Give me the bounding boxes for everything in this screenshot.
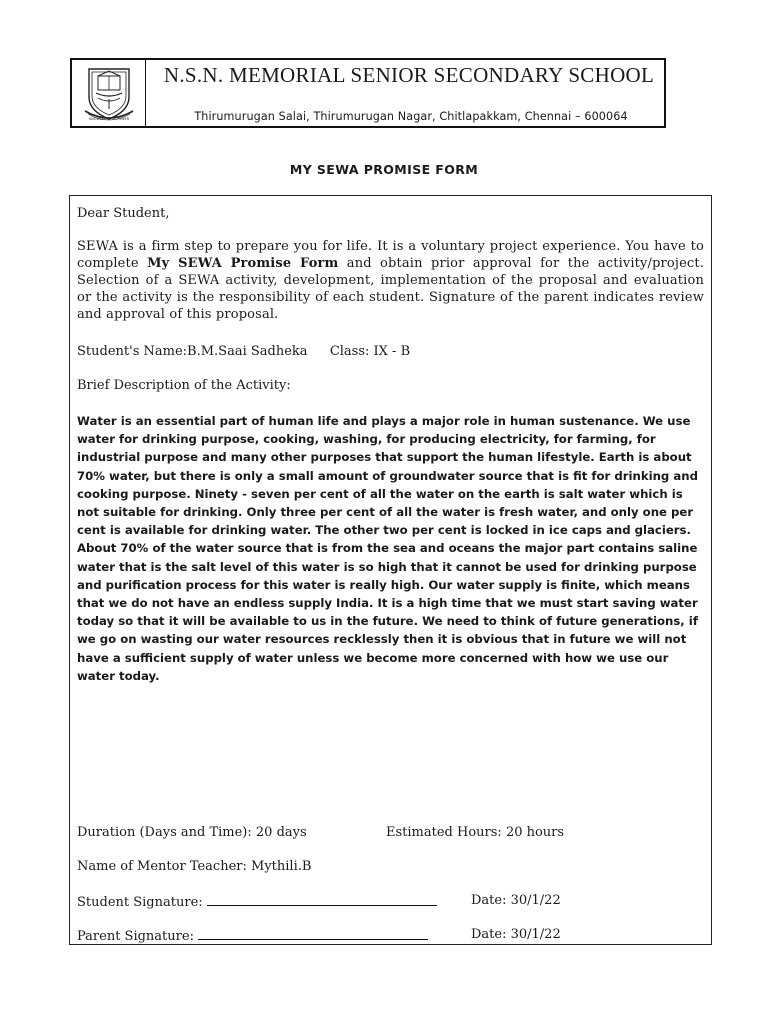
salutation: Dear Student, xyxy=(77,206,170,221)
student-signature-line xyxy=(77,893,437,910)
hours-label: Estimated Hours: xyxy=(386,825,502,840)
class-value: IX - B xyxy=(373,344,411,359)
student-name-value: B.M.Saai Sadheka xyxy=(187,344,308,359)
logo-cell xyxy=(72,60,146,126)
duration-line xyxy=(77,825,307,840)
duration-label: Duration (Days and Time): xyxy=(77,825,252,840)
mentor-label: Name of Mentor Teacher: xyxy=(77,859,247,874)
form-box xyxy=(69,195,712,945)
school-address: Thirumurugan Salai, Thirumurugan Nagar, Chitlapakkam, Chennai – 600064 xyxy=(194,110,628,123)
hours-line xyxy=(386,825,564,840)
parent-signature-label: Parent Signature: xyxy=(77,929,194,944)
student-signature-field[interactable] xyxy=(207,893,437,906)
intro-paragraph xyxy=(77,238,704,323)
student-name-label: Student's Name: xyxy=(77,344,188,359)
student-signature-label: Student Signature: xyxy=(77,895,203,910)
parent-date: Date: 30/1/22 xyxy=(471,927,561,942)
student-date: Date: 30/1/22 xyxy=(471,893,561,908)
school-name: N.S.N. MEMORIAL SENIOR SECONDARY SCHOOL xyxy=(163,63,655,87)
intro-text-1: SEWA is a firm step to prepare you for life. It is a voluntary project experience. You have to complete xyxy=(77,239,704,271)
class-label: Class: xyxy=(329,344,370,359)
student-info-line xyxy=(77,344,410,359)
parent-signature-line xyxy=(77,927,428,944)
intro-text-2: and obtain prior approval for the activity/project. Selection of a SEWA activity, development, implementation of the proposal and evaluation or the activity is the responsibility of each student. Signature of the parent indicates review and approval of this proposal. xyxy=(77,256,705,322)
school-header xyxy=(70,58,666,128)
parent-signature-field[interactable] xyxy=(198,927,428,940)
logo-motto: KNOWLEDGE IS POWER xyxy=(88,117,130,121)
mentor-value: Mythili.B xyxy=(251,859,312,874)
activity-description: Water is an essential part of human life and plays a major role in human sustenance. We use water for drinking purpose, cooking, washing, for producing electricity, for farming, for industrial purpose and many other purposes that support the human lifestyle. Earth is about 70% water, but there is only a small amount of groundwater source that is fit for drinking and cooking purpose. Ninety - seven per cent of all the water on the earth is salt water which is not suitable for drinking. Only three per cent of all the water is fresh water, and only one per cent is available for drinking water. The other two per cent is locked in ice caps and glaciers. About 70% of the water source that is from the sea and oceans the major part contains saline water that is the salt level of this water is so high that it cannot be used for drinking purpose and purification process for this water is really high. Our water supply is finite, which means that we do not have an endless supply India. It is a high time that we must start saving water today so that it will be available to us in the future. We need to think of future generations, if we go on wasting our water resources recklessly then it is obvious that in future we will not have a sufficient supply of water unless we become more concerned with how we use our water today. xyxy=(77,414,698,683)
mentor-line xyxy=(77,859,311,874)
duration-value: 20 days xyxy=(255,825,307,840)
form-title: MY SEWA PROMISE FORM xyxy=(289,162,479,177)
intro-bold: My SEWA Promise Form xyxy=(147,256,339,271)
description-label: Brief Description of the Activity: xyxy=(77,378,291,393)
school-logo-icon xyxy=(81,63,137,123)
hours-value: 20 hours xyxy=(505,825,565,840)
